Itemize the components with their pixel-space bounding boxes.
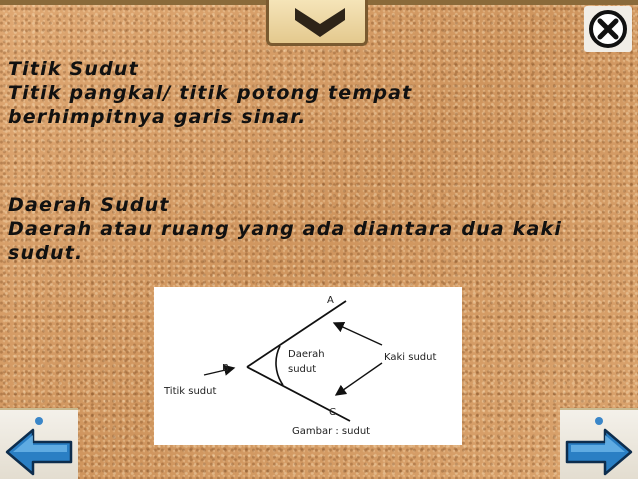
arrow-titik-sudut <box>204 368 234 375</box>
arrow-kaki-sudut-lower <box>336 363 382 395</box>
label-titik-sudut: Titik sudut <box>164 386 217 397</box>
arrow-kaki-sudut-upper <box>334 323 382 345</box>
angle-diagram <box>154 287 462 445</box>
label-daerah-line2: sudut <box>288 364 317 375</box>
angle-arc <box>276 346 283 385</box>
arrow-right-icon <box>563 414 635 476</box>
label-b: B <box>222 363 229 374</box>
close-button[interactable] <box>584 6 632 52</box>
titik-sudut-section <box>8 57 528 129</box>
previous-button[interactable] <box>0 408 78 479</box>
daerah-sudut-section <box>8 193 630 265</box>
titik-sudut-definition: Titik pangkal/ titik potong tempat berhimpitnya garis sinar. <box>8 82 413 128</box>
next-button[interactable] <box>560 408 638 479</box>
label-kaki-sudut: Kaki sudut <box>384 352 437 363</box>
close-icon <box>588 9 628 49</box>
label-daerah-line1: Daerah <box>288 349 325 360</box>
figure-caption: Gambar : sudut <box>292 426 371 437</box>
label-c: C <box>329 407 336 418</box>
chevron-down-icon <box>291 4 349 40</box>
collapse-tab-button[interactable] <box>266 0 368 46</box>
arrow-left-icon <box>3 414 75 476</box>
daerah-sudut-title: Daerah Sudut <box>8 194 170 216</box>
daerah-sudut-definition: Daerah atau ruang yang ada diantara dua kaki sudut. <box>8 218 563 264</box>
label-a: A <box>327 295 334 306</box>
titik-sudut-title: Titik Sudut <box>8 58 139 80</box>
